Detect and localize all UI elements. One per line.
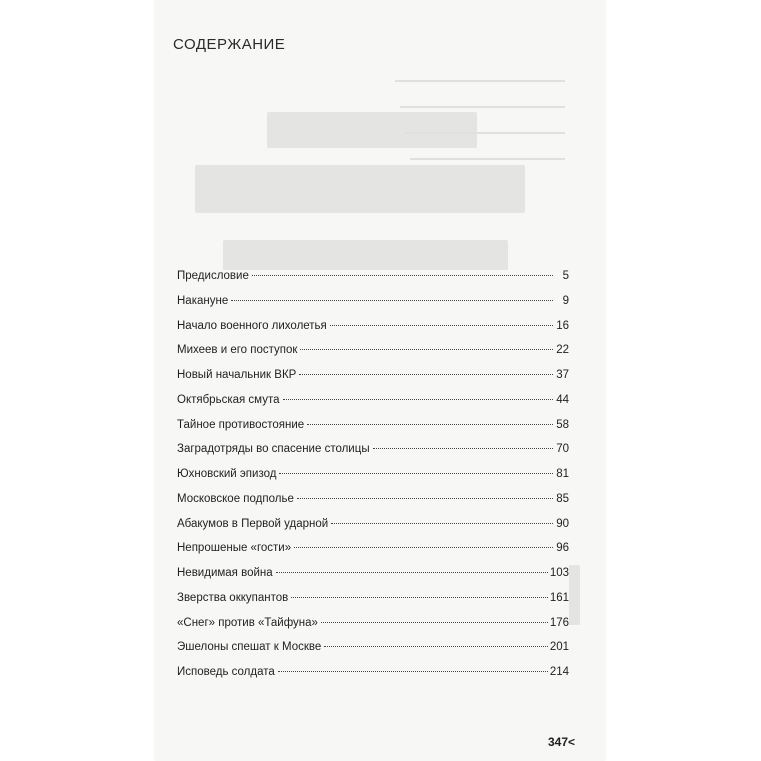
toc-entry-page-number: 103 bbox=[549, 567, 569, 579]
book-page bbox=[155, 0, 605, 761]
dot-leader bbox=[278, 671, 548, 672]
page-title: СОДЕРЖАНИЕ bbox=[173, 36, 286, 53]
toc-entry-title[interactable]: Михеев и его поступок bbox=[177, 344, 298, 357]
dot-leader bbox=[276, 572, 548, 573]
toc-entry-title[interactable]: «Снег» против «Тайфуна» bbox=[177, 616, 318, 629]
toc-entry-title[interactable]: Эшелоны спешат к Москве bbox=[177, 641, 322, 654]
toc-entry-page-number: 5 bbox=[555, 270, 569, 282]
toc-entry-title[interactable]: Абакумов в Первой ударной bbox=[177, 517, 329, 530]
toc-entry-title[interactable]: Начало военного лихолетья bbox=[177, 319, 327, 332]
toc-entry[interactable] bbox=[177, 641, 569, 666]
toc-entry[interactable] bbox=[177, 617, 569, 642]
dot-leader bbox=[299, 374, 553, 375]
dot-leader bbox=[252, 275, 553, 276]
toc-entry[interactable] bbox=[177, 567, 569, 592]
toc-entry-title[interactable]: Юхновский эпизод bbox=[177, 468, 277, 480]
dot-leader bbox=[231, 300, 553, 301]
toc-entry[interactable] bbox=[177, 666, 569, 691]
dot-leader bbox=[283, 399, 554, 400]
toc-entry[interactable] bbox=[177, 419, 569, 444]
toc-entry-page-number: 16 bbox=[556, 319, 569, 332]
toc-entry[interactable] bbox=[177, 468, 569, 493]
show-through-line-4 bbox=[410, 158, 565, 160]
dot-leader bbox=[331, 523, 553, 524]
toc-entry-page-number: 96 bbox=[556, 542, 569, 555]
toc-entry-page-number: 70 bbox=[556, 443, 569, 456]
toc-entry-page-number: 81 bbox=[556, 468, 569, 480]
toc-entry-page-number: 44 bbox=[556, 393, 569, 406]
toc-entry-title[interactable]: Исповедь солдата bbox=[177, 666, 275, 678]
toc-entry[interactable] bbox=[177, 295, 569, 320]
dot-leader bbox=[294, 547, 553, 548]
dot-leader bbox=[330, 325, 553, 326]
toc-entry-title[interactable]: Октябрьская смута bbox=[177, 393, 280, 406]
toc-entry[interactable] bbox=[177, 592, 569, 617]
toc-entry-page-number: 37 bbox=[556, 369, 569, 381]
dot-leader bbox=[291, 597, 548, 598]
toc-entry[interactable] bbox=[177, 493, 569, 518]
show-through-banner-1 bbox=[267, 112, 477, 148]
dot-leader bbox=[373, 448, 553, 449]
dot-leader bbox=[279, 473, 553, 474]
show-through-line-3 bbox=[405, 132, 565, 134]
toc-entry-page-number: 85 bbox=[556, 492, 569, 505]
dot-leader bbox=[324, 646, 548, 647]
toc-entry[interactable] bbox=[177, 394, 569, 419]
toc-entry[interactable] bbox=[177, 320, 569, 345]
dot-leader bbox=[321, 622, 548, 623]
toc-entry-title[interactable]: Новый начальник ВКР bbox=[177, 369, 297, 381]
show-through-line-1 bbox=[395, 80, 565, 82]
toc-entry-page-number: 214 bbox=[549, 666, 569, 678]
toc-entry-title[interactable]: Непрошеные «гости» bbox=[177, 542, 292, 555]
toc-entry[interactable] bbox=[177, 270, 569, 295]
toc-entry-title[interactable]: Зверства оккупантов bbox=[177, 591, 289, 604]
dot-leader bbox=[307, 424, 553, 425]
toc-entry-title[interactable]: Заградотряды во спасение столицы bbox=[177, 443, 370, 456]
toc-entry[interactable] bbox=[177, 542, 569, 567]
toc-entry-page-number: 22 bbox=[556, 344, 569, 357]
toc-entry-title[interactable]: Невидимая война bbox=[177, 567, 273, 579]
page-number: 347< bbox=[547, 735, 575, 749]
dot-leader bbox=[300, 349, 553, 350]
toc-entry-title[interactable]: Предисловие bbox=[177, 270, 249, 282]
toc-entry-page-number: 176 bbox=[549, 616, 569, 629]
toc-entry-title[interactable]: Накануне bbox=[177, 294, 229, 307]
show-through-banner-2 bbox=[195, 165, 525, 213]
toc-entry[interactable] bbox=[177, 443, 569, 468]
toc-entry-page-number: 9 bbox=[555, 295, 569, 307]
toc-entry[interactable] bbox=[177, 344, 569, 369]
toc-entry[interactable] bbox=[177, 369, 569, 394]
toc-entry-title[interactable]: Тайное противостояние bbox=[177, 418, 305, 431]
toc-entry-page-number: 58 bbox=[556, 418, 569, 431]
toc-entry-title[interactable]: Московское подполье bbox=[177, 492, 294, 505]
toc-entry-page-number: 161 bbox=[549, 591, 569, 604]
toc-entry[interactable] bbox=[177, 518, 569, 543]
toc-entry-page-number: 201 bbox=[549, 641, 569, 654]
table-of-contents bbox=[177, 270, 569, 691]
toc-entry-page-number: 90 bbox=[556, 517, 569, 530]
dot-leader bbox=[297, 498, 553, 499]
show-through-line-2 bbox=[400, 106, 565, 108]
